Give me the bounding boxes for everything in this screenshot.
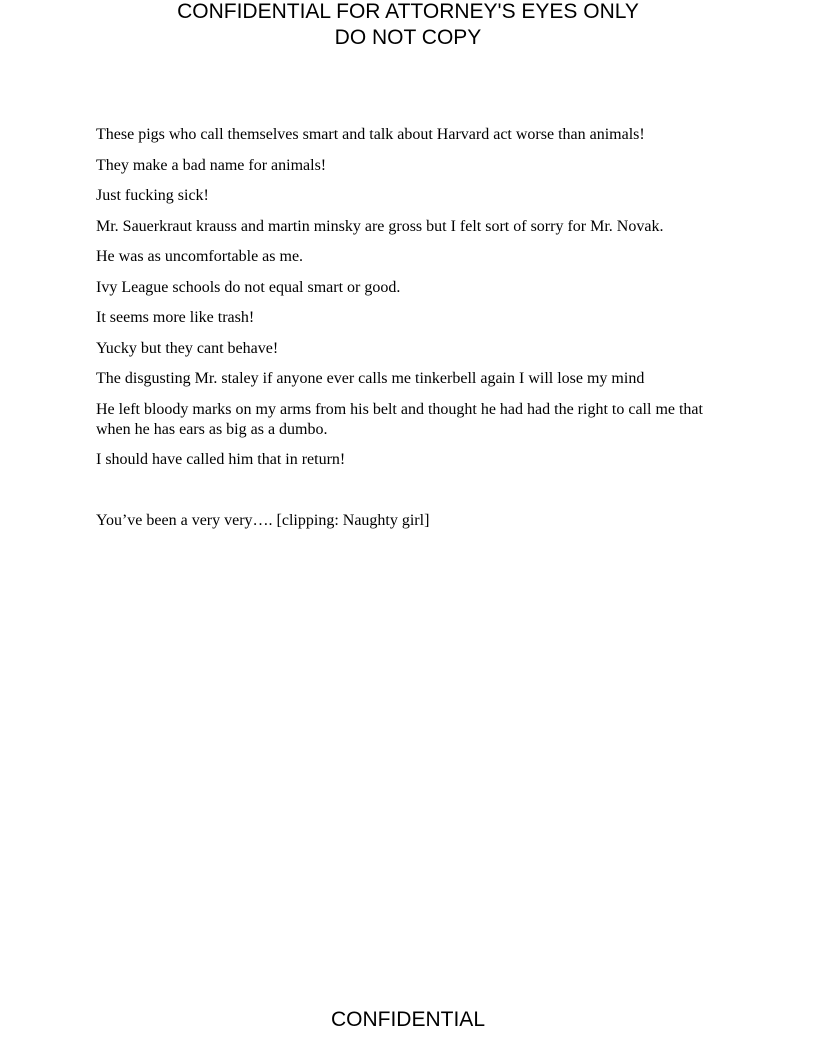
paragraph: He was as uncomfortable as me. <box>96 248 304 265</box>
document-body <box>96 125 716 542</box>
confidential-header <box>0 0 816 51</box>
paragraph: It seems more like trash! <box>96 309 255 326</box>
paragraph: The disgusting Mr. staley if anyone ever calls me tinkerbell again I will lose my mind <box>96 370 645 387</box>
paragraph: I should have called him that in return! <box>96 451 346 468</box>
paragraph: Just fucking sick! <box>96 187 209 204</box>
confidential-footer: CONFIDENTIAL <box>330 1008 485 1031</box>
paragraph: Ivy League schools do not equal smart or good. <box>96 278 401 296</box>
header-line-2: DO NOT COPY <box>334 26 482 49</box>
paragraph: Yucky but they cant behave! <box>96 339 279 357</box>
paragraph: He left bloody marks on my arms from his belt and thought he had had the right to call me that when he has ears as big as a dumbo. <box>96 400 703 438</box>
paragraph: Mr. Sauerkraut krauss and martin minsky are gross but I felt sort of sorry for Mr. Novak. <box>96 217 664 235</box>
header-line-1: CONFIDENTIAL FOR ATTORNEY'S EYES ONLY <box>177 0 639 23</box>
closing-line: You’ve been a very very…. [clipping: Naughty girl] <box>96 512 430 529</box>
paragraph: They make a bad name for animals! <box>96 156 327 174</box>
paragraph: These pigs who call themselves smart and talk about Harvard act worse than animals! <box>96 126 645 143</box>
